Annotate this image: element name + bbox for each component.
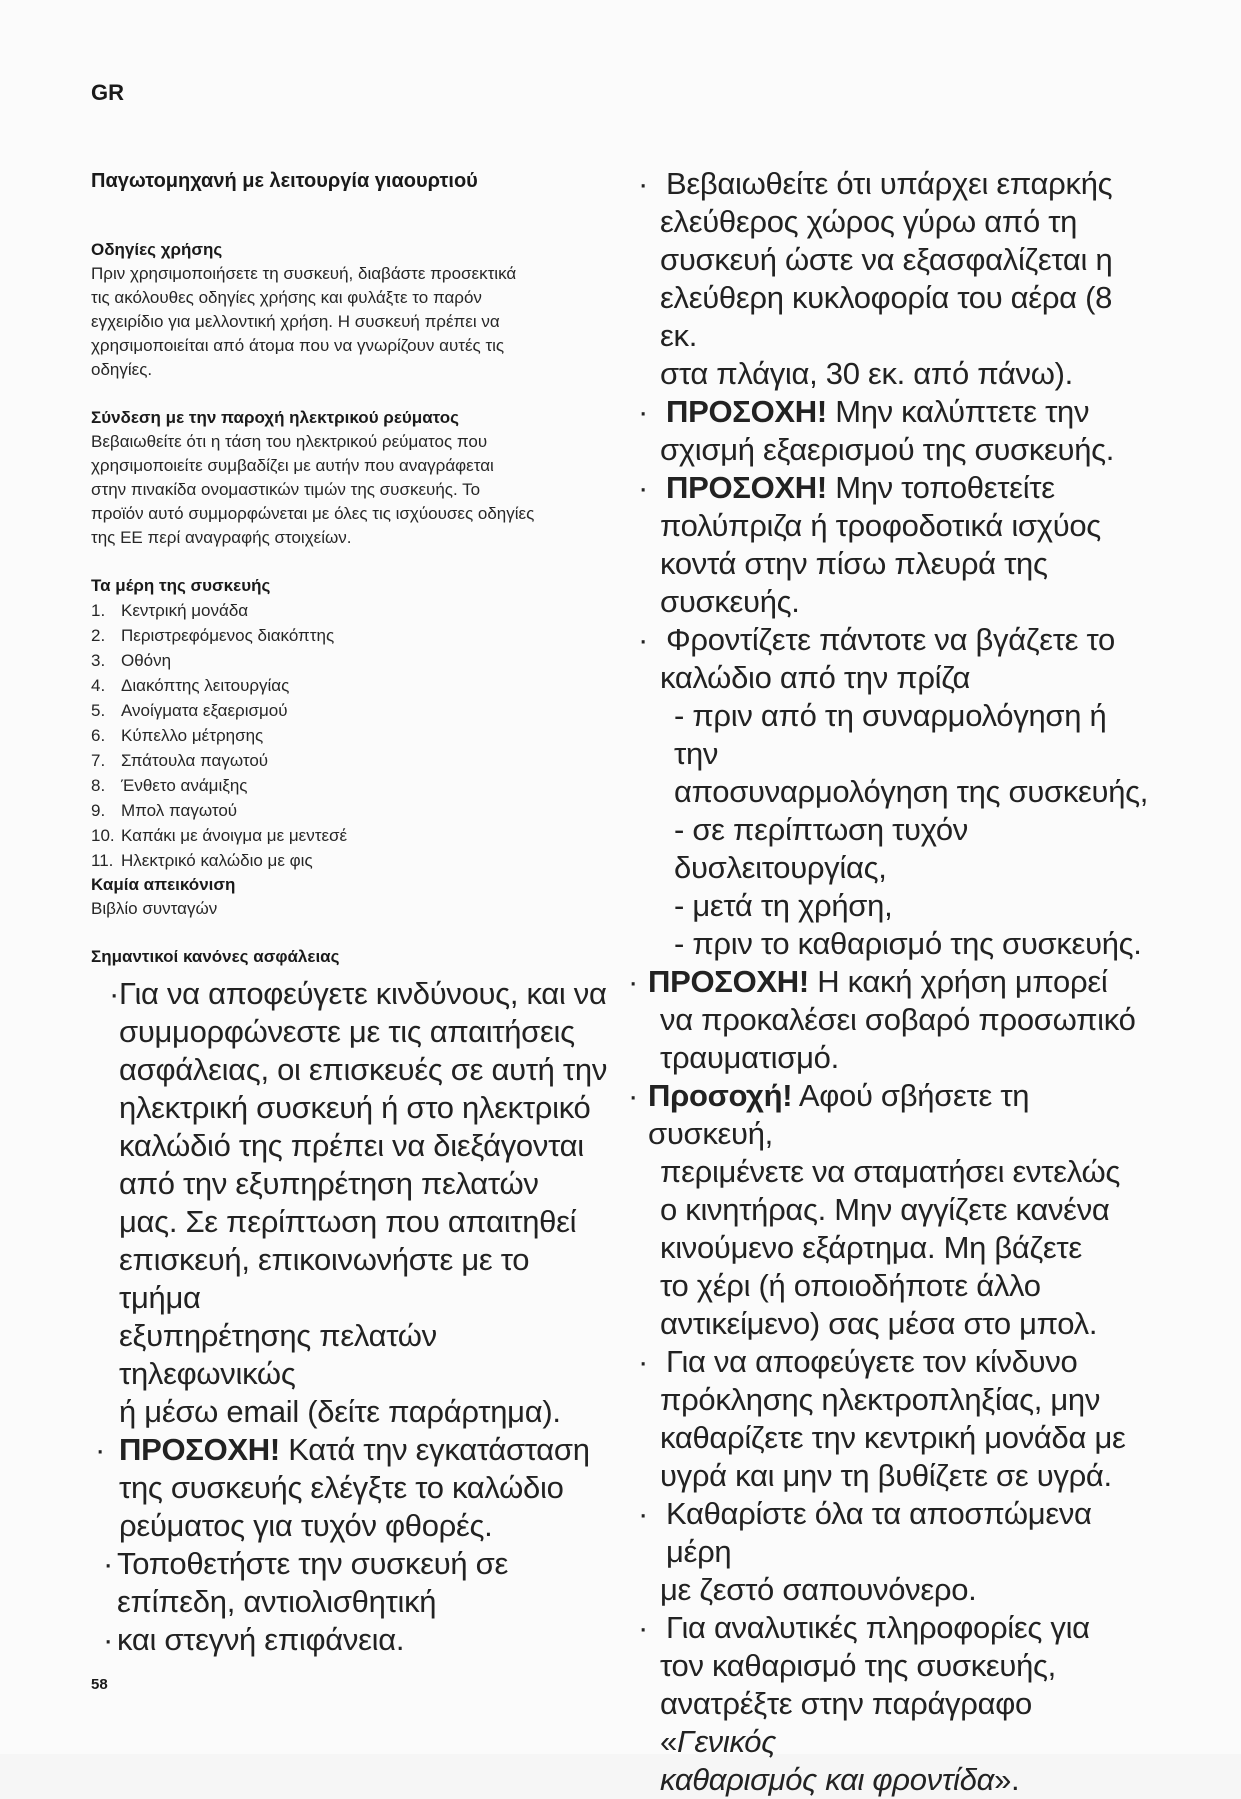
list-item: 11. Ηλεκτρικό καλώδιο με φις [91,851,313,870]
language-code: GR [91,80,124,105]
power-line: της ΕΕ περί αναγραφής στοιχείων. [91,528,352,547]
safety-bullet-motor-stop: · Προσοχή! Αφού σβήσετε τη συσκευή, περιμένετε να σταματήσει εντελώς ο κινητήρας. Μην αγγίζετε κανένα κινούμενο εξάρτημα. Μη βάζετε το χέρι (ή οποιοδήποτε άλλο αντικείμενο) σας μέσα στο μπολ. [628,1078,1120,1341]
bullet-icon: · [638,1610,649,1645]
page-title: Παγωτομηχανή με λειτουργία γιαουρτιού [91,170,478,192]
bullet-icon: · [109,976,120,1011]
list-item: 4. Διακόπτης λειτουργίας [91,676,290,695]
no-image-heading: Καμία απεικόνιση [91,875,236,894]
usage-line: οδηγίες. [91,360,153,379]
list-item: 5. Ανοίγματα εξαερισμού [91,701,288,720]
bullet-icon: · [103,1546,114,1581]
right-column [628,165,1154,1799]
list-item: 7. Σπάτουλα παγωτού [91,751,269,770]
list-item: 1. Κεντρική μονάδα [91,601,249,620]
usage-line: Πριν χρησιμοποιήσετε τη συσκευή, διαβάστε προσεκτικά [91,264,517,283]
parts-section [91,574,611,921]
safety-bullet-cable-check: · ΠΡΟΣΟΧΗ! Κατά την εγκατάσταση της συσκευής ελέγξτε το καλώδιο ρεύματος για τυχόν φθορές. [95,1432,590,1543]
safety-bullet-placement: · Τοποθετήστε την συσκευή σε επίπεδη, αντιολισθητική [103,1546,508,1619]
safety-section-left [91,945,611,1659]
safety-heading: Σημαντικοί κανόνες ασφάλειας [91,947,340,966]
list-item: 6. Κύπελλο μέτρησης [91,726,264,745]
safety-bullet-repairs: · Για να αποφεύγετε κινδύνους, και να συμμορφώνεστε με τις απαιτήσεις ασφάλειας, οι επισκευές σε αυτή την ηλεκτρική συσκευή ή στο ηλεκτρικό καλώδιό της πρέπει να διεξάγονται από την εξυπηρέτηση πελατών μας. Σε περίπτωση που απαιτηθεί επισκευή, επικοινωνήστε με το τμήμα εξυπηρέτησης πελατών τηλεφωνικώς ή μέσω email (δείτε παράρτημα). [109,976,608,1429]
safety-bullet-cleaning: · Καθαρίστε όλα τα αποσπώμενα μέρη με ζεστό σαπουνόνερο. [638,1496,1092,1607]
power-heading: Σύνδεση με την παροχή ηλεκτρικού ρεύματος [91,408,459,427]
power-line: Βεβαιωθείτε ότι η τάση του ηλεκτρικού ρεύματος που [91,432,488,451]
power-section [91,406,611,550]
power-line: χρησιμοποιείτε συμβαδίζει με αυτήν που αναγράφεται [91,456,494,475]
usage-line: τις ακόλουθες οδηγίες χρήσης και φυλάξτε το παρόν [91,288,482,307]
parts-list [91,598,611,873]
safety-bullet-electric-shock: · Για να αποφεύγετε τον κίνδυνο πρόκλησης ηλεκτροπληξίας, μην καθαρίζετε την κεντρική μονάδα με υγρά και μην τη βυθίζετε σε υγρά. [638,1344,1126,1493]
list-item: 10. Καπάκι με άνοιγμα με μεντεσέ [91,826,348,845]
recipe-book-label: Βιβλίο συνταγών [91,899,218,918]
bullet-icon: · [638,394,649,429]
safety-bullet-power-strips: · ΠΡΟΣΟΧΗ! Μην τοποθετείτε πολύπριζα ή τροφοδοτικά ισχύος κοντά στην πίσω πλευρά της συσκευής. [638,470,1101,619]
bullet-icon: · [628,964,639,999]
usage-line: εγχειρίδιο για μελλοντική χρήση. Η συσκευή πρέπει να [91,312,500,331]
power-line: στην πινακίδα ονομαστικών τιμών της συσκευής. Το [91,480,481,499]
safety-bullet-care-reference: · Για αναλυτικές πληροφορίες για τον καθαρισμό της συσκευής, ανατρέξτε στην παράγραφο «Γενικός καθαρισμός και φροντίδα». [638,1610,1090,1797]
bullet-icon: · [638,470,649,505]
list-item: 9. Μπολ παγωτού [91,801,238,820]
list-item: 2. Περιστρεφόμενος διακόπτης [91,626,335,645]
left-column [91,170,611,1659]
bullet-icon: · [638,622,649,657]
safety-bullet-misuse: · ΠΡΟΣΟΧΗ! Η κακή χρήση μπορεί να προκαλέσει σοβαρό προσωπικό τραυματισμό. [628,964,1136,1075]
bullet-icon: · [638,166,649,201]
bullet-icon: · [638,1344,649,1379]
usage-line: χρησιμοποιείται από άτομα που να γνωρίζουν αυτές τις [91,336,505,355]
safety-bullet-unplug: · Φροντίζετε πάντοτε να βγάζετε το καλώδιο από την πρίζα - πριν από τη συναρμολόγηση ή την αποσυναρμολόγηση της συσκευής, - σε περίπτωση τυχόν δυσλειτουργίας, - μετά τη χρήση, - πριν το καθαρισμό της συσκευής. [638,622,1149,961]
list-item: 3. Οθόνη [91,651,172,670]
safety-bullet-vent-slot: · ΠΡΟΣΟΧΗ! Μην καλύπτετε την σχισμή εξαερισμού της συσκευής. [638,394,1115,467]
bullet-icon: · [628,1078,639,1113]
safety-bullet-dry-surface: · και στεγνή επιφάνεια. [103,1622,405,1657]
page-number: 58 [91,1676,108,1693]
parts-heading: Τα μέρη της συσκευής [91,576,271,595]
bullet-icon: · [103,1622,114,1657]
bullet-icon: · [638,1496,649,1531]
safety-bullet-ventilation-space: · Βεβαιωθείτε ότι υπάρχει επαρκής ελεύθερος χώρος γύρω από τη συσκευή ώστε να εξασφαλίζεται η ελεύθερη κυκλοφορία του αέρα (8 εκ. στα πλάγια, 30 εκ. από πάνω). [638,166,1113,391]
bullet-icon: · [95,1432,106,1467]
usage-heading: Οδηγίες χρήσης [91,240,223,259]
list-item: 8. Ένθετο ανάμιξης [91,776,248,795]
usage-section [91,238,611,382]
power-line: προϊόν αυτό συμμορφώνεται με όλες τις ισχύουσες οδηγίες [91,504,535,523]
